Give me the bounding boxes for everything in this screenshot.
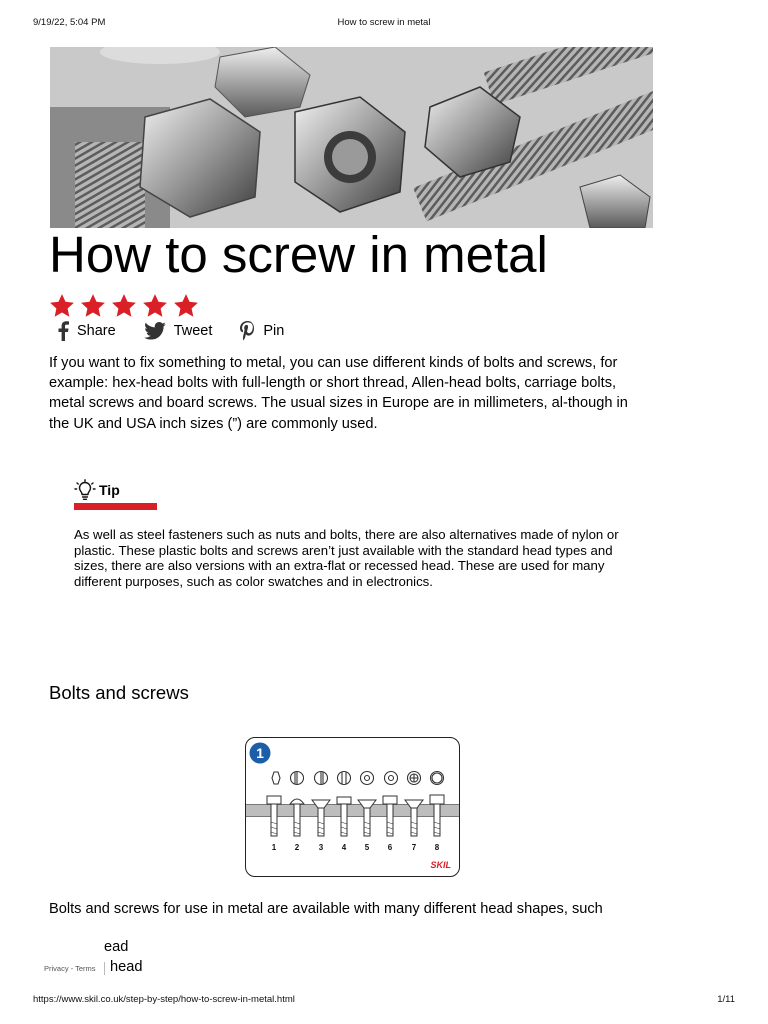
slotted-cheese-head-icon: [338, 772, 351, 785]
tip-label: Tip: [99, 482, 120, 498]
round-head-icon: [385, 772, 398, 785]
allen-head-icon: [361, 772, 374, 785]
figure-item-number: 5: [364, 843, 370, 852]
slotted-head-icon: [291, 772, 304, 785]
section-heading: Bolts and screws: [49, 682, 189, 703]
print-page-number: 1/11: [717, 994, 735, 1005]
print-footer: [0, 994, 768, 1008]
metal-plate: [246, 804, 460, 817]
figure-item-number: 6: [387, 843, 393, 852]
bolts-screws-figure: [245, 737, 460, 877]
star-icon: [48, 292, 76, 320]
twitter-icon: [144, 322, 166, 340]
clipped-text-fragment: head: [110, 959, 143, 975]
hex-head-icon: [272, 772, 280, 784]
share-label: Pin: [263, 323, 285, 339]
print-url: https://www.skil.co.uk/step-by-step/how-to-screw-in-metal.html: [33, 994, 295, 1005]
knurled-head-icon: [431, 772, 444, 785]
figure-item-number: 8: [434, 843, 440, 852]
terms-link[interactable]: Terms: [75, 964, 96, 973]
tip-text: As well as steel fasteners such as nuts and bolts, there are also alternatives made of nylon or plastic. These plastic bolts and screws aren’t just available with the standard head types and sizes, there are also versions with an extra-flat or recessed head. These are used for many different purposes, such as color swatches and in electronics.: [74, 527, 619, 589]
step-number: 1: [256, 745, 264, 761]
pinterest-icon: [240, 321, 255, 341]
figure-item-number: 2: [294, 843, 300, 852]
figure-item-number: 7: [411, 843, 417, 852]
star-icon: [110, 292, 138, 320]
figure-item-number: 4: [341, 843, 347, 852]
tip-header: [74, 479, 634, 501]
share-twitter-button[interactable]: [144, 322, 213, 340]
share-facebook-button[interactable]: [57, 321, 116, 341]
tip-box: [74, 479, 634, 589]
page-title: How to screw in metal: [49, 226, 548, 283]
print-header: [0, 17, 768, 31]
skil-logo: SKIL: [430, 860, 451, 870]
star-icon: [79, 292, 107, 320]
star-icon: [172, 292, 200, 320]
figure-item-number: 1: [271, 843, 277, 852]
link-separator: -: [70, 964, 74, 973]
star-icon: [141, 292, 169, 320]
print-doc-title: How to screw in metal: [337, 17, 431, 28]
slotted-round-head-icon: [315, 772, 328, 785]
lightbulb-icon: [74, 479, 96, 501]
divider: [104, 962, 105, 975]
share-label: Share: [77, 323, 116, 339]
figure-caption: Bolts and screws for use in metal are available with many different head shapes, such: [49, 901, 603, 917]
recaptcha-links: [44, 964, 96, 973]
share-pinterest-button[interactable]: [240, 321, 284, 341]
tip-accent-bar: [74, 503, 157, 510]
print-datetime: 9/19/22, 5:04 PM: [33, 17, 106, 28]
phillips-head-icon: [408, 772, 421, 785]
privacy-link[interactable]: Privacy: [44, 964, 69, 973]
star-rating: [48, 292, 200, 320]
intro-paragraph: If you want to fix something to metal, you can use different kinds of bolts and screws, for example: hex-head bolts with full-length or short thread, Allen-head bolts, carriage bolts, metal screws and board screws. The usual sizes in Europe are in millimeters, al-though in the UK and USA inch sizes (”) are commonly used.: [49, 355, 628, 432]
clipped-text-fragment: ead: [104, 939, 129, 955]
share-bar: [57, 320, 312, 342]
share-label: Tweet: [173, 323, 213, 339]
figure-item-number: 3: [318, 843, 324, 852]
hero-image: [50, 47, 653, 228]
facebook-icon: [57, 321, 69, 341]
